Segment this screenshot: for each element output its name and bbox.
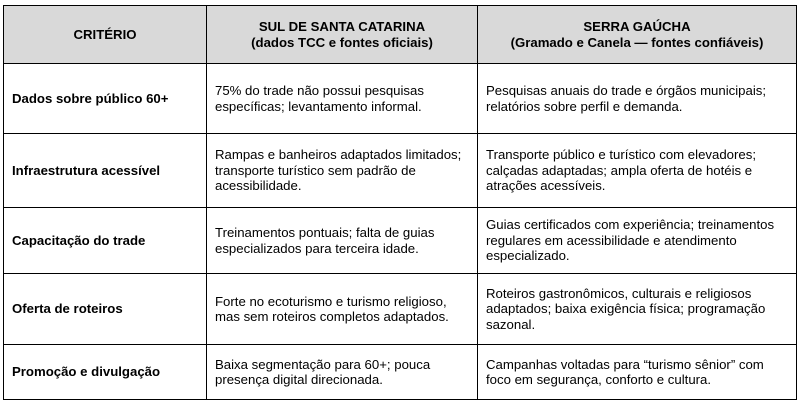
table-row (4, 208, 797, 274)
table-header-row (4, 6, 797, 64)
table-row (4, 134, 797, 208)
row-sc-value: Rampas e banheiros adaptados limitados; transporte turístico sem padrão de acessibilidade. (207, 134, 478, 208)
header-serra-gaucha (478, 6, 797, 64)
row-sc-value: 75% do trade não possui pesquisas específicas; levantamento informal. (207, 64, 478, 134)
row-criterio: Capacitação do trade (4, 208, 207, 274)
row-criterio: Dados sobre público 60+ (4, 64, 207, 134)
row-sg-value: Roteiros gastronômicos, culturais e religiosos adaptados; baixa exigência física; programação sazonal. (478, 274, 797, 345)
table-row (4, 345, 797, 400)
row-sc-value: Forte no ecoturismo e turismo religioso, mas sem roteiros completos adaptados. (207, 274, 478, 345)
row-criterio: Promoção e divulgação (4, 345, 207, 400)
header-criterio-label: CRITÉRIO (73, 26, 137, 42)
header-sg-title: SERRA GAÚCHA (583, 18, 691, 34)
comparison-table (3, 5, 797, 400)
table-row (4, 64, 797, 134)
row-sg-value: Campanhas voltadas para “turismo sênior” com foco em segurança, conforto e cultura. (478, 345, 797, 400)
row-sg-value: Pesquisas anuais do trade e órgãos municipais; relatórios sobre perfil e demanda. (478, 64, 797, 134)
row-sg-value: Transporte público e turístico com elevadores; calçadas adaptadas; ampla oferta de hotéis e atrações acessíveis. (478, 134, 797, 208)
table-row (4, 274, 797, 345)
header-sg-subtitle: (Gramado e Canela — fontes confiáveis) (510, 34, 764, 50)
header-sc-subtitle: (dados TCC e fontes oficiais) (251, 34, 433, 50)
row-criterio: Infraestrutura acessível (4, 134, 207, 208)
row-sc-value: Treinamentos pontuais; falta de guias especializados para terceira idade. (207, 208, 478, 274)
header-criterio (4, 6, 207, 64)
row-criterio: Oferta de roteiros (4, 274, 207, 345)
header-sc-title: SUL DE SANTA CATARINA (258, 18, 426, 34)
row-sg-value: Guias certificados com experiência; treinamentos regulares em acessibilidade e atendimento especializado. (478, 208, 797, 274)
row-sc-value: Baixa segmentação para 60+; pouca presença digital direcionada. (207, 345, 478, 400)
header-santa-catarina (207, 6, 478, 64)
